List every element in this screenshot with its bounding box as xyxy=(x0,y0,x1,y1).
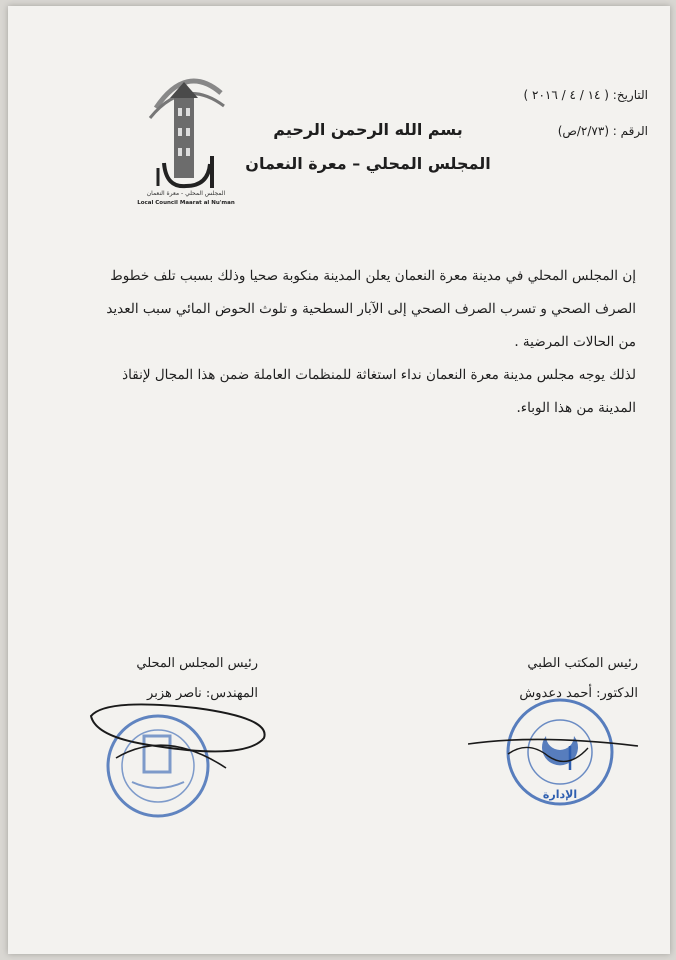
medical-office-head-title: رئيس المكتب الطبي xyxy=(527,656,638,671)
basmala-heading: بسم الله الرحمن الرحيم xyxy=(273,120,463,139)
stamp-text: الإدارة xyxy=(542,788,578,801)
medical-office-stamp xyxy=(468,696,648,816)
logo-caption-english: Local Council Maarat al Nu'man xyxy=(137,200,235,206)
letter-page xyxy=(8,6,670,954)
council-head-title: رئيس المجلس المحلي xyxy=(136,656,258,671)
council-stamp xyxy=(86,698,276,818)
letter-number: الرقم : (٢/٧٣/ص) xyxy=(557,124,648,138)
logo-caption-arabic: المجلس المحلي - معرة النعمان xyxy=(146,190,226,197)
body-paragraph-1: إن المجلس المحلي في مدينة معرة النعمان يعلن المدينة منكوبة صحيا وذلك بسبب تلف خطوط الصرف الصحي و تسرب الصرف الصحي إلى الآبار السطحية و تلوث الحوض المائي سبب العديد من الحالات المرضية . xyxy=(106,268,636,350)
body-paragraph-2: لذلك يوجه مجلس مدينة معرة النعمان نداء استغاثة للمنظمات العاملة ضمن هذا المجال لإنقاذ المدينة من هذا الوباء. xyxy=(122,367,636,416)
medical-office-head-name: الدكتور: أحمد دعدوش xyxy=(519,686,638,701)
letter-body xyxy=(88,260,636,425)
letter-date: التاريخ: ( ١٤ / ٤ / ٢٠١٦ ) xyxy=(523,88,648,102)
council-head-name: المهندس: ناصر هزبر xyxy=(147,686,258,701)
council-title: المجلس المحلي – معرة النعمان xyxy=(245,154,491,173)
